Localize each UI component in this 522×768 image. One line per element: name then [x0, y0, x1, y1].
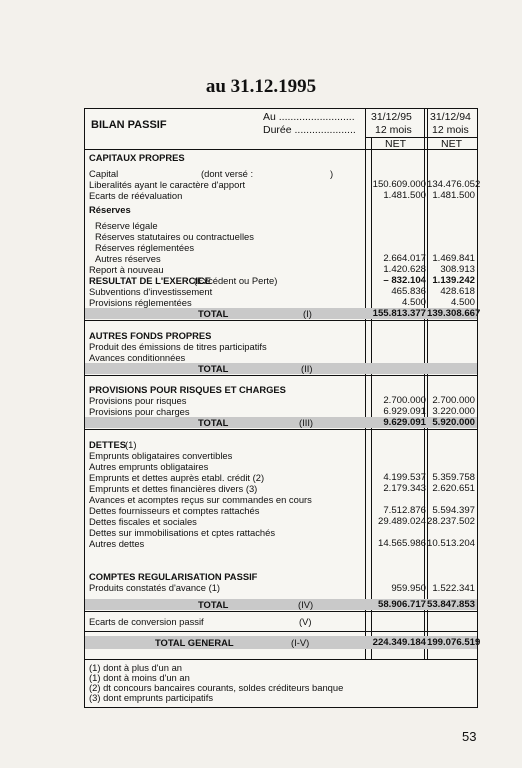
- total-ii-label: TOTAL: [198, 363, 229, 374]
- row-autres-emprunts: Autres emprunts obligataires: [89, 461, 209, 472]
- row-capital-dont-verse: (dont versé :: [201, 168, 254, 179]
- rule-before-footnotes: [85, 659, 477, 660]
- fournisseurs-1994: 5.594.397: [432, 505, 475, 516]
- total-iii-1994: 5.920.000: [432, 417, 475, 428]
- row-reserve-legale: Réserve légale: [95, 220, 158, 231]
- charges-1995: 6.929.091: [383, 406, 426, 417]
- total-iv-roman: (IV): [298, 599, 314, 610]
- row-provisions-reglementees: Provisions réglementées: [89, 297, 192, 308]
- rule-after-autres-fonds: [85, 375, 477, 376]
- footnote-1: (1) dont à plus d'un an: [89, 662, 182, 673]
- row-dettes-immobilisations: Dettes sur immobilisations et cptes rattachés: [89, 527, 276, 538]
- row-report-a-nouveau: Report à nouveau: [89, 264, 164, 275]
- rule-after-capitaux: [85, 320, 477, 321]
- report-1995: 1.420.628: [383, 264, 426, 275]
- total-i-label: TOTAL: [198, 308, 229, 319]
- duree-label: Durée .....................: [263, 124, 356, 136]
- page-title: au 31.12.1995: [205, 76, 317, 97]
- risques-1995: 2.700.000: [383, 395, 426, 406]
- row-reserves-reglementees: Réserves réglementées: [95, 242, 195, 253]
- total-general-1994: 199.076.519: [427, 637, 481, 648]
- total-i-1994: 139.308.667: [427, 308, 481, 319]
- total-general-label: TOTAL GENERAL: [155, 637, 234, 648]
- autres-reserves-1995: 2.664.017: [383, 253, 426, 264]
- total-iii-roman: (III): [299, 417, 314, 428]
- header-rule: [85, 149, 477, 150]
- row-capital: Capital: [89, 168, 119, 179]
- col2-date: 31/12/94: [430, 111, 471, 123]
- charges-1994: 3.220.000: [432, 406, 475, 417]
- emprunts-credit-1995: 4.199.537: [383, 472, 426, 483]
- row-ecarts-conversion: Ecarts de conversion passif: [89, 616, 204, 627]
- liberalites-1995: 150.609.000: [372, 179, 426, 190]
- section-capitaux-propres: CAPITAUX PROPRES: [89, 152, 185, 163]
- row-emprunts-convertibles: Emprunts obligataires convertibles: [89, 450, 233, 461]
- total-i-1995: 155.813.377: [372, 308, 426, 319]
- total-ii-roman: (II): [301, 363, 313, 374]
- footnote-4: (3) dont emprunts participatifs: [89, 692, 214, 703]
- rule-after-provisions: [85, 429, 477, 430]
- table-header-title: BILAN PASSIF: [91, 119, 167, 131]
- row-subventions: Subventions d'investissement: [89, 286, 213, 297]
- row-dettes-fournisseurs: Dettes fournisseurs et comptes rattachés: [89, 505, 260, 516]
- row-provisions-risques: Provisions pour risques: [89, 395, 187, 406]
- total-i-roman: (I): [303, 308, 312, 319]
- total-iv-1994: 53.847.853: [427, 599, 476, 610]
- emprunts-divers-1994: 2.620.651: [432, 483, 475, 494]
- total-iv-label: TOTAL: [198, 599, 229, 610]
- row-dettes-fiscales: Dettes fiscales et sociales: [89, 516, 197, 527]
- row-avances-conditionnees: Avances conditionnées: [89, 352, 186, 363]
- rule-after-total-iv: [85, 611, 477, 612]
- liberalites-1994: 134.476.052: [427, 179, 481, 190]
- total-ii-shade: [85, 363, 477, 374]
- row-produits-constates: Produits constatés d'avance (1): [89, 582, 221, 593]
- fiscales-1994: 28.237.502: [427, 516, 476, 527]
- row-reserves-heading: Réserves: [89, 204, 131, 215]
- risques-1994: 2.700.000: [432, 395, 475, 406]
- rule-before-total-general: [85, 631, 477, 632]
- subventions-1994: 428.618: [440, 286, 475, 297]
- total-general-1995: 224.349.184: [372, 637, 426, 648]
- fiscales-1995: 29.489.024: [377, 516, 426, 527]
- resultat-1995: – 832.104: [383, 275, 426, 286]
- subventions-1995: 465.836: [391, 286, 426, 297]
- total-general-roman: (I-V): [291, 637, 310, 648]
- row-provisions-charges: Provisions pour charges: [89, 406, 190, 417]
- row-autres-dettes: Autres dettes: [89, 538, 145, 549]
- provisions-regl-1995: 4.500: [401, 297, 426, 308]
- col2-duree: 12 mois: [432, 124, 469, 136]
- section-regularisation: COMPTES REGULARISATION PASSIF: [89, 571, 258, 582]
- emprunts-divers-1995: 2.179.343: [383, 483, 426, 494]
- row-emprunts-divers: Emprunts et dettes financières divers (3): [89, 483, 258, 494]
- ecarts-1995: 1.481.500: [383, 190, 426, 201]
- col2-net: NET: [441, 138, 462, 150]
- row-resultat-note: (Excédent ou Perte): [194, 275, 278, 286]
- total-iv-1995: 58.906.717: [377, 599, 426, 610]
- row-emprunts-credit: Emprunts et dettes auprès etabl. crédit (2): [89, 472, 265, 483]
- col1-duree: 12 mois: [375, 124, 412, 136]
- provisions-regl-1994: 4.500: [450, 297, 475, 308]
- row-avances-acomptes: Avances et acomptes reçus sur commandes en cours: [89, 494, 312, 505]
- row-ecarts-reevaluation: Ecarts de réévaluation: [89, 190, 183, 201]
- row-liberalites: Liberalités ayant le caractère d'apport: [89, 179, 246, 190]
- dettes-note: (1): [125, 439, 137, 450]
- autres-dettes-1994: 10.513.204: [427, 538, 476, 549]
- total-iii-1995: 9.629.091: [383, 417, 426, 428]
- section-dettes: DETTES: [89, 439, 126, 450]
- row-reserves-statutaires: Réserves statutaires ou contractuelles: [95, 231, 254, 242]
- section-provisions: PROVISIONS POUR RISQUES ET CHARGES: [89, 384, 286, 395]
- emprunts-credit-1994: 5.359.758: [432, 472, 475, 483]
- total-iii-label: TOTAL: [198, 417, 229, 428]
- ecarts-conversion-roman: (V): [299, 616, 312, 627]
- col1-net: NET: [385, 138, 406, 150]
- footnote-2: (1) dont à moins d'un an: [89, 672, 190, 683]
- page-number: 53: [462, 729, 477, 744]
- row-autres-reserves: Autres réserves: [95, 253, 161, 264]
- section-autres-fonds-propres: AUTRES FONDS PROPRES: [89, 330, 212, 341]
- report-1994: 308.913: [440, 264, 475, 275]
- resultat-1994: 1.139.242: [432, 275, 475, 286]
- row-resultat-exercice: RESULTAT DE L'EXERCICE: [89, 275, 212, 286]
- au-label: Au ..........................: [263, 111, 355, 123]
- autres-reserves-1994: 1.469.841: [432, 253, 475, 264]
- fournisseurs-1995: 7.512.876: [383, 505, 426, 516]
- autres-dettes-1995: 14.565.986: [377, 538, 426, 549]
- ecarts-1994: 1.481.500: [432, 190, 475, 201]
- produits-1994: 1.522.341: [432, 583, 475, 594]
- row-capital-paren: ): [330, 168, 334, 179]
- row-produit-emissions: Produit des émissions de titres participatifs: [89, 341, 267, 352]
- col1-date: 31/12/95: [371, 111, 412, 123]
- produits-1995: 959.950: [391, 583, 426, 594]
- footnote-3: (2) dt concours bancaires courants, soldes créditeurs banque: [89, 682, 344, 693]
- bilan-passif-table: [84, 108, 481, 708]
